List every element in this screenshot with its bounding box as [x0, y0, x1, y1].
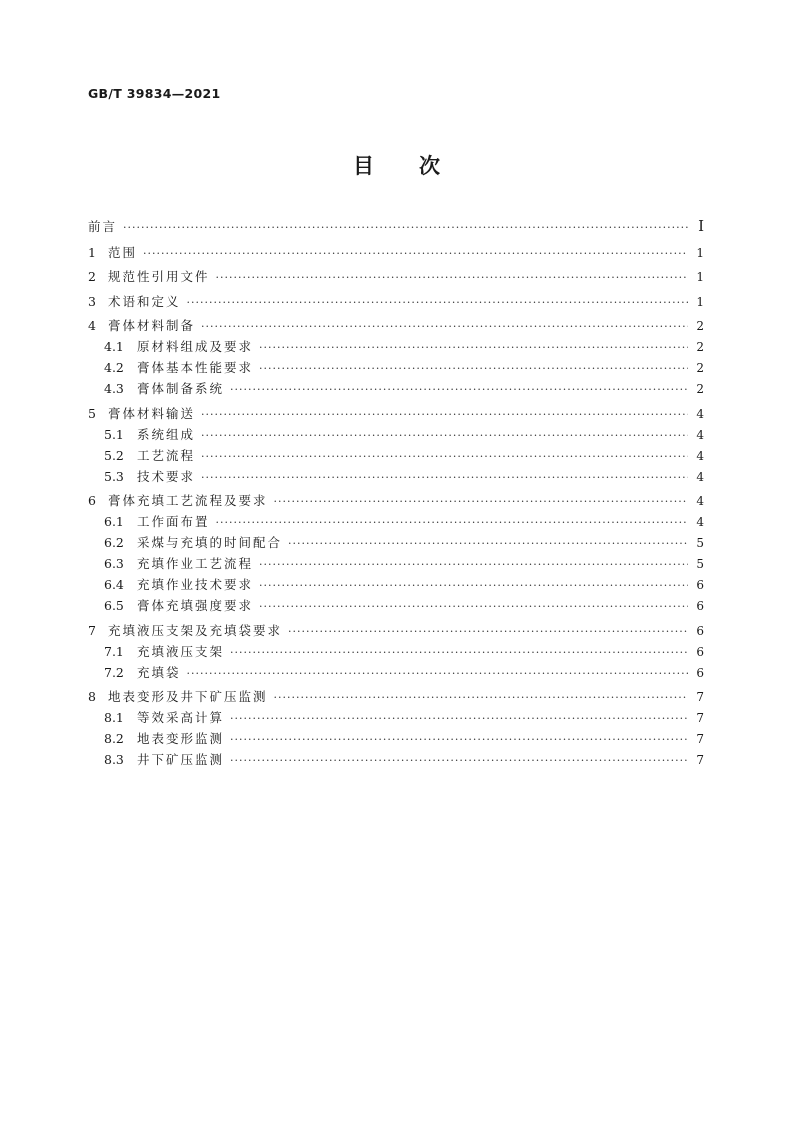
- toc-entry-7[interactable]: [88, 620, 704, 641]
- toc-entry-page: 1: [696, 270, 704, 284]
- toc-entry-title: 充填作业技术要求: [137, 577, 254, 592]
- toc-entry-5[interactable]: [88, 403, 704, 424]
- toc-entry-title: 膏体材料输送: [108, 405, 196, 421]
- toc-entry-title: 术语和定义: [108, 293, 181, 309]
- toc-entry-number: 4: [88, 318, 96, 333]
- dot-leader: [201, 425, 688, 446]
- toc-entry-page: I: [698, 217, 704, 235]
- toc-entry-title: 范围: [108, 244, 138, 260]
- toc-entry-number: 3: [88, 293, 96, 309]
- toc-entry-number: 5.1: [104, 426, 124, 442]
- toc-entry-page: 4: [696, 469, 704, 484]
- toc-entry-title: 充填袋: [137, 664, 181, 680]
- toc-entry-6[interactable]: [88, 490, 704, 511]
- toc-entry-title: 技术要求: [137, 468, 196, 484]
- toc-entry-4-3[interactable]: [88, 378, 704, 399]
- toc-entry-6-5[interactable]: [88, 595, 704, 616]
- dot-leader: [187, 663, 688, 684]
- toc-entry-page: 6: [696, 599, 704, 613]
- toc-entry-6-4[interactable]: [88, 574, 704, 595]
- toc-entry-title: 采煤与充填的时间配合: [137, 535, 283, 550]
- toc-entry-title: 工艺流程: [137, 447, 196, 463]
- dot-leader: [187, 292, 688, 313]
- toc-entry-2[interactable]: [88, 266, 704, 287]
- toc-entry-title: 地表变形监测: [137, 731, 225, 746]
- toc-entry-8-2[interactable]: [88, 728, 704, 749]
- dot-leader: [201, 467, 688, 488]
- toc-entry-page: 2: [696, 382, 704, 396]
- toc-entry-page: 2: [696, 361, 704, 375]
- toc-entry-5-1[interactable]: [88, 424, 704, 445]
- table-of-contents: [88, 214, 704, 770]
- toc-entry-page: 6: [696, 623, 704, 638]
- dot-leader: [259, 337, 688, 358]
- dot-leader: [230, 642, 688, 663]
- toc-entry-number: 7.1: [104, 643, 124, 659]
- dot-leader: [274, 491, 688, 512]
- toc-entry-page: 6: [696, 578, 704, 592]
- toc-entry-title: 原材料组成及要求: [137, 339, 254, 354]
- toc-entry-3[interactable]: [88, 291, 704, 312]
- toc-entry-4-2[interactable]: [88, 357, 704, 378]
- toc-entry-page: 2: [696, 319, 704, 333]
- toc-entry-number: 6.5: [104, 598, 124, 613]
- toc-entry-page: 5: [696, 536, 704, 550]
- dot-leader: [201, 316, 688, 337]
- dot-leader: [201, 404, 688, 425]
- toc-entry-page: 5: [696, 557, 704, 571]
- toc-entry-6-3[interactable]: [88, 553, 704, 574]
- toc-entry-number: 4.1: [104, 339, 124, 354]
- dot-leader: [259, 554, 688, 575]
- toc-entry-number: 5.3: [104, 468, 124, 484]
- toc-entry-title: 膏体充填工艺流程及要求: [108, 493, 268, 508]
- dot-leader: [230, 750, 688, 771]
- toc-entry-page: 6: [696, 665, 704, 680]
- toc-entry-title: 充填作业工艺流程: [137, 556, 254, 571]
- toc-entry-1[interactable]: [88, 242, 704, 263]
- toc-entry-number: 5.2: [104, 447, 124, 463]
- toc-entry-number: 5: [88, 405, 96, 421]
- dot-leader: [259, 596, 688, 617]
- toc-entry-number: 8.1: [104, 710, 124, 725]
- toc-entry-page: 4: [696, 494, 704, 508]
- dot-leader: [274, 687, 688, 708]
- toc-entry-number: 6.1: [104, 514, 124, 529]
- toc-entry-page: 4: [696, 406, 704, 421]
- dot-leader: [230, 729, 688, 750]
- toc-entry-foreword[interactable]: [88, 214, 704, 238]
- dot-leader: [216, 512, 688, 533]
- toc-entry-number: 6.3: [104, 556, 124, 571]
- toc-entry-number: 6: [88, 493, 96, 508]
- toc-entry-number: 8: [88, 689, 96, 704]
- standard-code: GB/T 39834—2021: [88, 86, 221, 101]
- dot-leader: [143, 243, 688, 264]
- dot-leader: [201, 446, 688, 467]
- dot-leader: [230, 708, 688, 729]
- toc-entry-page: 7: [696, 753, 704, 767]
- toc-entry-7-2[interactable]: [88, 662, 704, 683]
- toc-entry-page: 7: [696, 690, 704, 704]
- toc-entry-title: 工作面布置: [137, 514, 210, 529]
- toc-entry-page: 4: [696, 448, 704, 463]
- toc-entry-page: 7: [696, 732, 704, 746]
- toc-entry-number: 6.2: [104, 535, 124, 550]
- toc-entry-page: 1: [696, 245, 704, 260]
- toc-entry-number: 8.2: [104, 731, 124, 746]
- toc-entry-number: 4.3: [104, 381, 124, 396]
- toc-entry-number: 6.4: [104, 577, 124, 592]
- toc-entry-title: 膏体材料制备: [108, 318, 196, 333]
- toc-entry-number: 8.3: [104, 752, 124, 767]
- toc-entry-4-1[interactable]: [88, 336, 704, 357]
- toc-entry-number: 7: [88, 622, 96, 638]
- toc-entry-title: 充填液压支架: [137, 643, 225, 659]
- toc-entry-page: 4: [696, 427, 704, 442]
- toc-entry-8[interactable]: [88, 686, 704, 707]
- toc-entry-5-2[interactable]: [88, 445, 704, 466]
- toc-entry-4[interactable]: [88, 315, 704, 336]
- toc-entry-page: 2: [696, 340, 704, 354]
- toc-entry-title: 井下矿压监测: [137, 752, 225, 767]
- toc-entry-title: 充填液压支架及充填袋要求: [108, 622, 283, 638]
- toc-entry-page: 7: [696, 711, 704, 725]
- toc-entry-page: 1: [696, 294, 704, 309]
- toc-entry-7-1[interactable]: [88, 641, 704, 662]
- toc-entry-8-1[interactable]: [88, 707, 704, 728]
- toc-entry-number: 7.2: [104, 664, 124, 680]
- toc-entry-5-3[interactable]: [88, 466, 704, 487]
- toc-entry-number: 1: [88, 244, 96, 260]
- toc-entry-6-1[interactable]: [88, 511, 704, 532]
- toc-title: 目 次: [353, 154, 441, 178]
- dot-leader: [216, 267, 688, 288]
- toc-entry-title: 前言: [88, 219, 118, 234]
- dot-leader: [259, 575, 688, 596]
- dot-leader: [288, 621, 688, 642]
- toc-entry-number: 2: [88, 269, 96, 284]
- toc-entry-6-2[interactable]: [88, 532, 704, 553]
- dot-leader: [259, 358, 688, 379]
- toc-entry-number: 4.2: [104, 360, 124, 375]
- dot-leader: [123, 216, 688, 240]
- toc-entry-title: 系统组成: [137, 426, 196, 442]
- dot-leader: [230, 379, 688, 400]
- toc-entry-title: 规范性引用文件: [108, 269, 210, 284]
- toc-entry-title: 地表变形及井下矿压监测: [108, 689, 268, 704]
- toc-entry-8-3[interactable]: [88, 749, 704, 770]
- toc-entry-title: 膏体充填强度要求: [137, 598, 254, 613]
- toc-entry-page: 6: [696, 644, 704, 659]
- toc-entry-title: 膏体制备系统: [137, 381, 225, 396]
- toc-entry-title: 膏体基本性能要求: [137, 360, 254, 375]
- toc-entry-title: 等效采高计算: [137, 710, 225, 725]
- dot-leader: [288, 533, 688, 554]
- toc-entry-page: 4: [696, 515, 704, 529]
